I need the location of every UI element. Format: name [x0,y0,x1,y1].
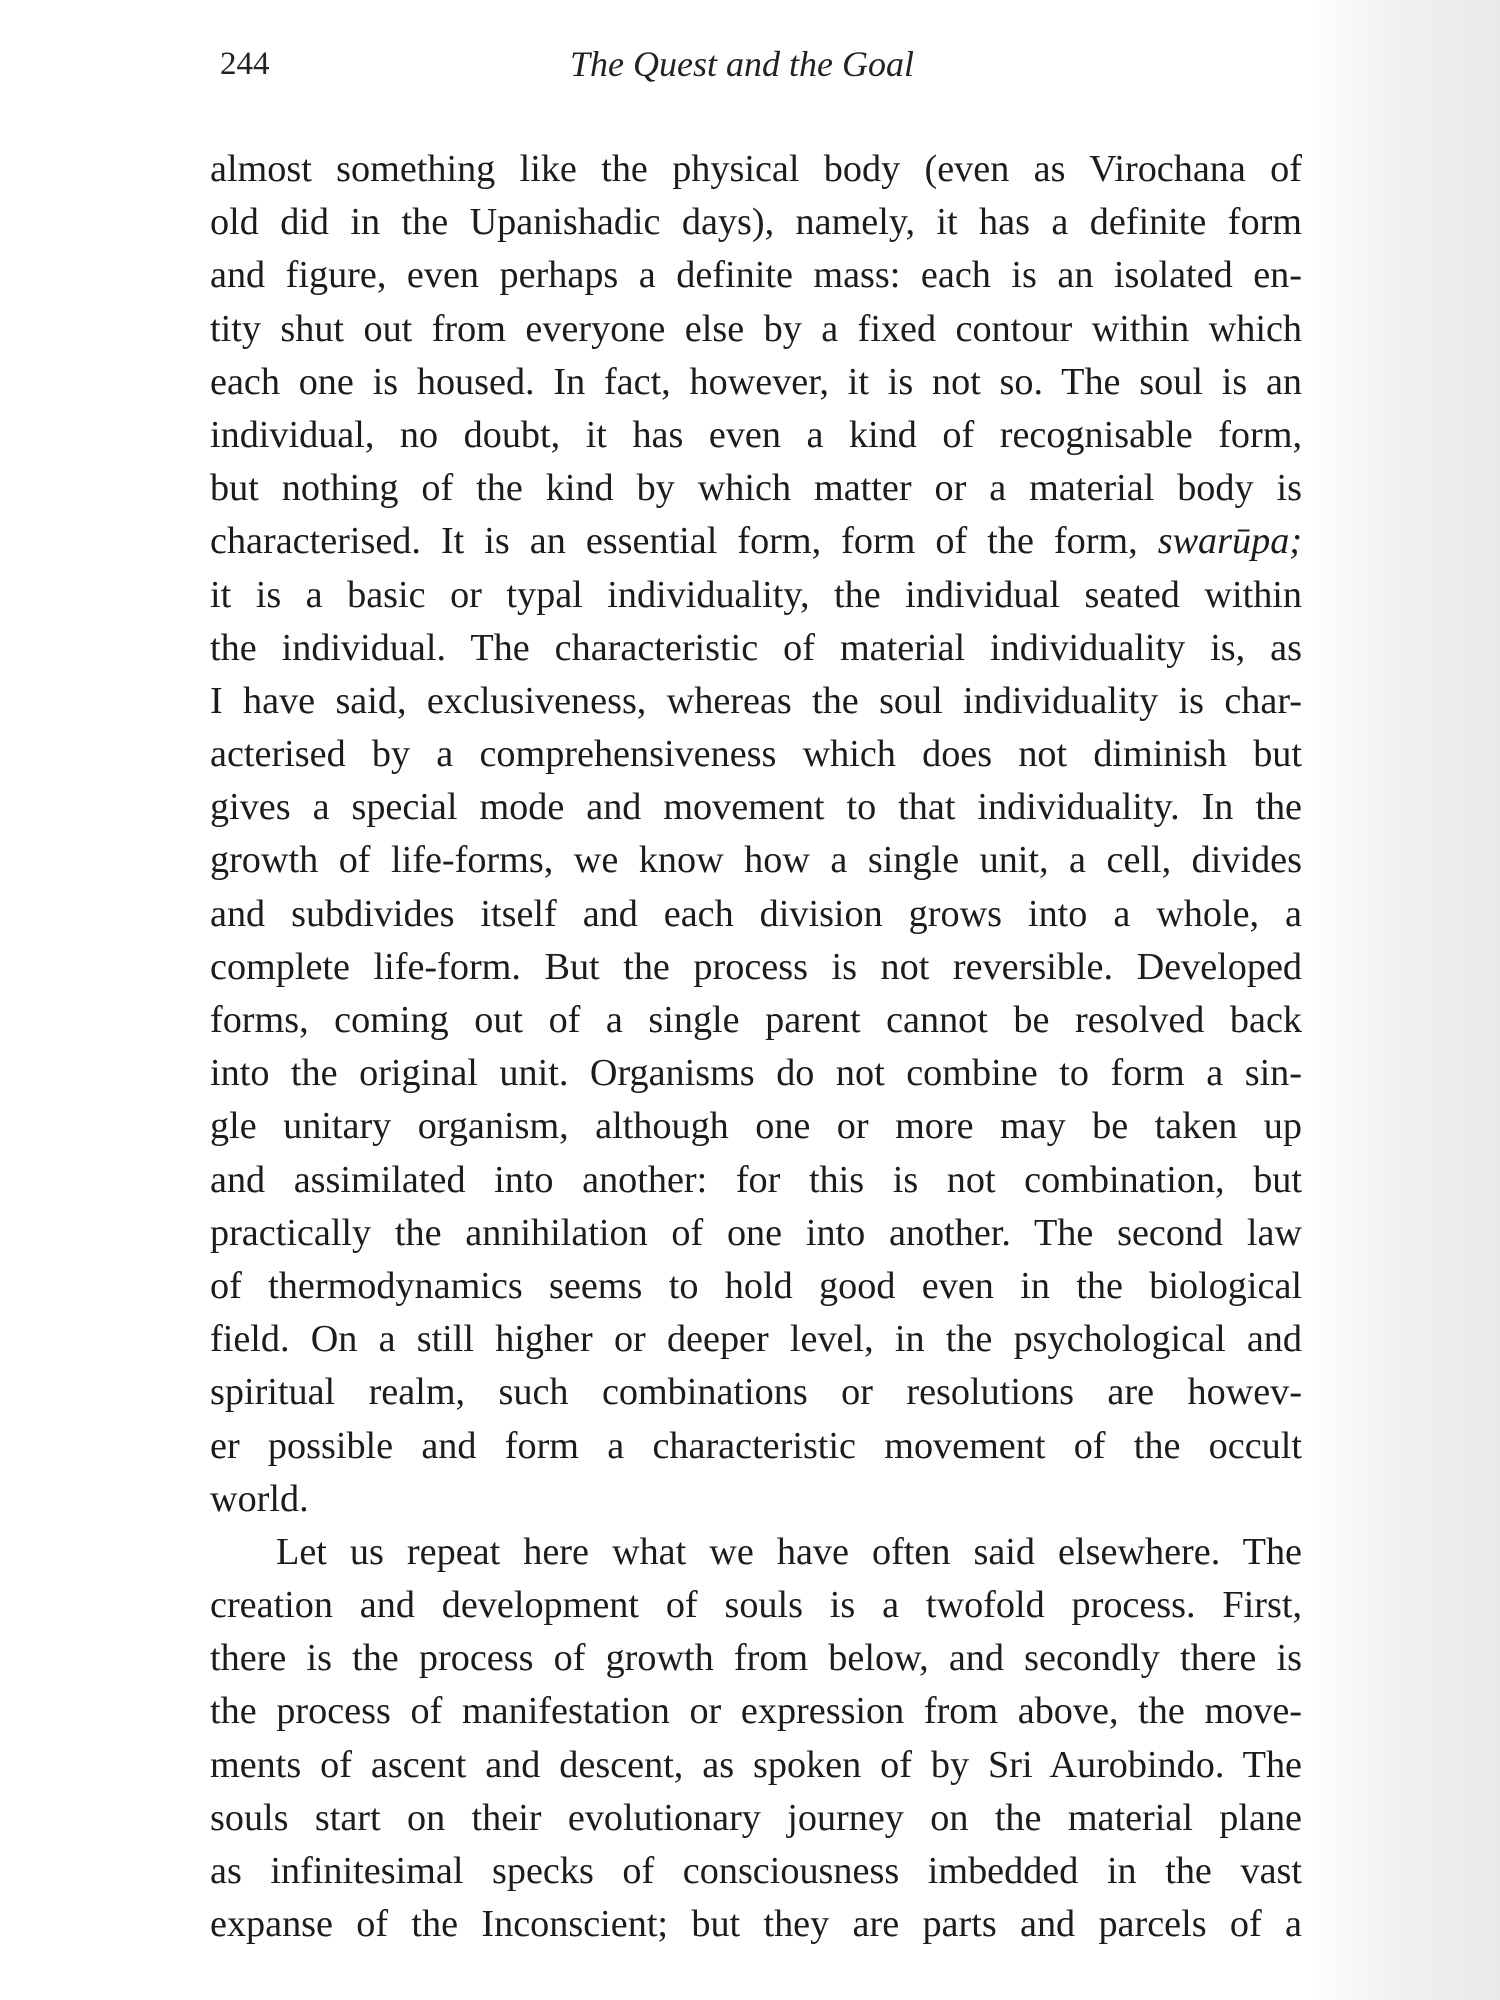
page-edge-shadow [1318,0,1500,2000]
text-line: Let us repeat here what we have often said elsewhere. The [276,1530,1302,1573]
text-line: the process of manifestation or expression from above, the move- [210,1690,1302,1733]
text-line: gives a special mode and movement to that individuality. In the [210,786,1302,829]
text-line: old did in the Upanishadic days), namely, it has a definite form [210,201,1302,244]
text-line: er possible and form a characteristic movement of the occult [210,1424,1302,1467]
paragraph-1 [210,143,1302,1526]
text-line: tity shut out from everyone else by a fixed contour within which [210,307,1302,350]
text-line: forms, coming out of a single parent cannot be resolved back [210,999,1302,1041]
text-line: ments of ascent and descent, as spoken of by Sri Aurobindo. The [210,1743,1302,1786]
text-line: it is a basic or typal individuality, the individual seated within [210,573,1302,616]
text-line: and figure, even perhaps a definite mass: each is an isolated en- [210,254,1302,297]
text-line: the individual. The characteristic of material individuality is, as [210,626,1302,669]
text-line: each one is housed. In fact, however, it is not so. The soul is an [210,360,1302,403]
text-line: world. [210,1477,309,1520]
text-line: and subdivides itself and each division grows into a whole, a [210,892,1302,935]
paragraph-2 [210,1526,1302,1952]
text-line: individual, no doubt, it has even a kind of recognisable form, [210,413,1302,456]
text-line: field. On a still higher or deeper level, in the psychological and [210,1318,1302,1361]
text-line: almost something like the physical body (even as Virochana of [210,148,1302,190]
text-line: and assimilated into another: for this is not combination, but [210,1158,1302,1201]
text-line: souls start on their evolutionary journey on the material plane [210,1796,1302,1839]
text-line: creation and development of souls is a twofold process. First, [210,1584,1302,1627]
text-line: of thermodynamics seems to hold good even in the biological [210,1264,1302,1307]
text-line: spiritual realm, such combinations or resolutions are howev- [210,1371,1302,1414]
text-line: practically the annihilation of one into another. The second law [210,1211,1302,1254]
text-line: complete life-form. But the process is not reversible. Developed [210,945,1302,988]
text-line: into the original unit. Organisms do not combine to form a sin- [210,1052,1302,1095]
text-line: there is the process of growth from below, and secondly there is [210,1637,1302,1680]
text-line: as infinitesimal specks of consciousness imbedded in the vast [210,1850,1302,1892]
running-header [220,40,1310,88]
text-line [210,515,1302,568]
body-text [210,143,1302,1951]
page-number: 244 [220,46,270,82]
text-line: growth of life-forms, we know how a single unit, a cell, divides [210,839,1302,882]
running-title: The Quest and the Goal [570,44,914,84]
text-line-part: characterised. It is an essential form, form of the form, [210,520,1138,563]
text-line: expanse of the Inconscient; but they are parts and parcels of a [210,1903,1302,1946]
text-line: but nothing of the kind by which matter or a material body is [210,467,1302,510]
text-line: gle unitary organism, although one or more may be taken up [210,1105,1302,1148]
text-line: I have said, exclusiveness, whereas the soul individuality is char- [210,679,1302,722]
italic-word: swarūpa; [1157,520,1303,563]
text-line: acterised by a comprehensiveness which does not diminish but [210,733,1302,776]
